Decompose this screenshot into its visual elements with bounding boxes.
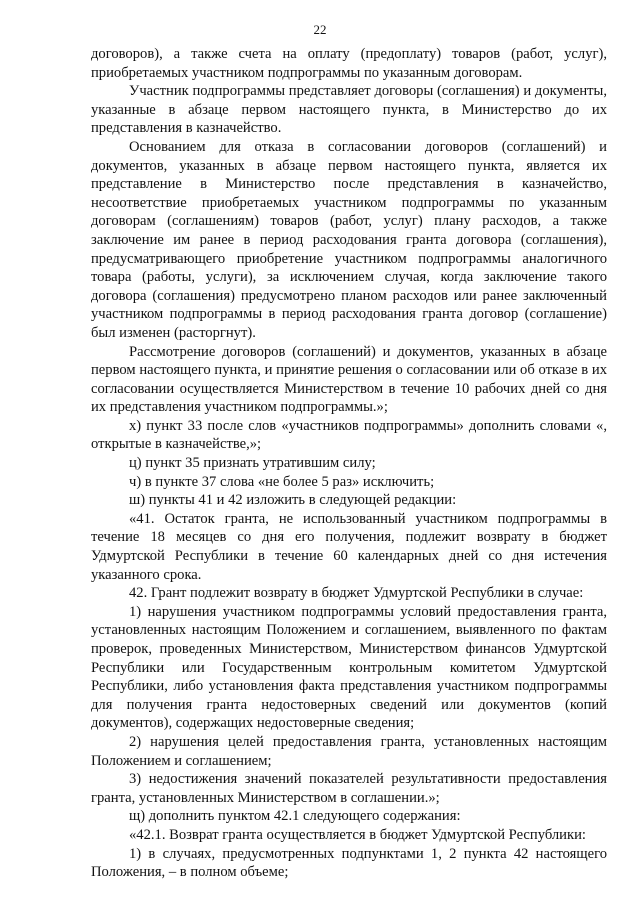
paragraph: 2) нарушения целей предоставления гранта, установленных настоящим Положением и соглашением; (91, 733, 607, 769)
paragraph: Рассмотрение договоров (соглашений) и документов, указанных в абзаце первом настоящего пункта, и принятие решения о согласовании или об отказе в их согласовании осуществляется Министерством в течение 10 рабочих дней со дня их представления участником подпрограммы.»; (91, 343, 607, 416)
paragraph: «41. Остаток гранта, не использованный участником подпрограммы в течение 18 месяцев со дня его получения, подлежит возврату в бюджет Удмуртской Республики в течение 60 календарных дней со дня истечения указанного срока. (91, 510, 607, 583)
paragraph: Участник подпрограммы представляет договоры (соглашения) и документы, указанные в абзаце первом настоящего пункта, в Министерство до их представления в казначейство. (91, 83, 607, 137)
paragraph: Основанием для отказа в согласовании договоров (соглашений) и документов, указанных в абзаце первом настоящего пункта, является их представление в Министерство после представления в казначейство, несоответствие приобретаемых участником подпрограммы по указанным договорам (соглашениям) товаров (работ, услуг) плану расходов, а также заключение им ранее в период расходования гранта договора (соглашения), предусматривающего приобретение участником подпрограммы аналогичного товара (работы, услуги), за исключением случая, когда заключение такого договора (соглашения) предусмотрено планом расходов или ранее заключенный участником подпрограммы в период расходования гранта договор (соглашение) был изменен (расторгнут). (91, 138, 607, 341)
paragraph: х) пункт 33 после слов «участников подпрограммы» дополнить словами «, открытые в казначействе,»; (91, 417, 607, 453)
document-body (91, 45, 607, 882)
paragraph: ц) пункт 35 признать утратившим силу; (129, 455, 376, 472)
paragraph: 3) недостижения значений показателей результативности предоставления гранта, установленных Министерством в соглашении.»; (91, 771, 607, 806)
paragraph: ч) в пункте 37 слова «не более 5 раз» исключить; (129, 473, 435, 490)
page-number: 22 (313, 22, 327, 37)
paragraph: «42.1. Возврат гранта осуществляется в бюджет Удмуртской Республики: (129, 826, 586, 843)
paragraph: 1) в случаях, предусмотренных подпунктами 1, 2 пункта 42 настоящего Положения, – в полном объеме; (91, 845, 607, 881)
paragraph: щ) дополнить пунктом 42.1 следующего содержания: (129, 808, 461, 825)
paragraph: договоров), а также счета на оплату (предоплату) товаров (работ, услуг), приобретаемых участником подпрограммы по указанным договорам. (91, 46, 607, 81)
paragraph: ш) пункты 41 и 42 изложить в следующей редакции: (129, 492, 457, 509)
paragraph: 42. Грант подлежит возврату в бюджет Удмуртской Республики в случае: (129, 585, 584, 602)
paragraph: 1) нарушения участником подпрограммы условий предоставления гранта, установленных настоящим Положением и соглашением, выявленного по фактам проверок, проведенных Министерством, Министерством финансов Удмуртской Республики или Государственным контрольным комитетом Удмуртской Республики, либо установления факта представления участником подпрограммы для получения гранта недостоверных сведений или документов (копий документов), содержащих недостоверные сведения; (91, 603, 607, 732)
